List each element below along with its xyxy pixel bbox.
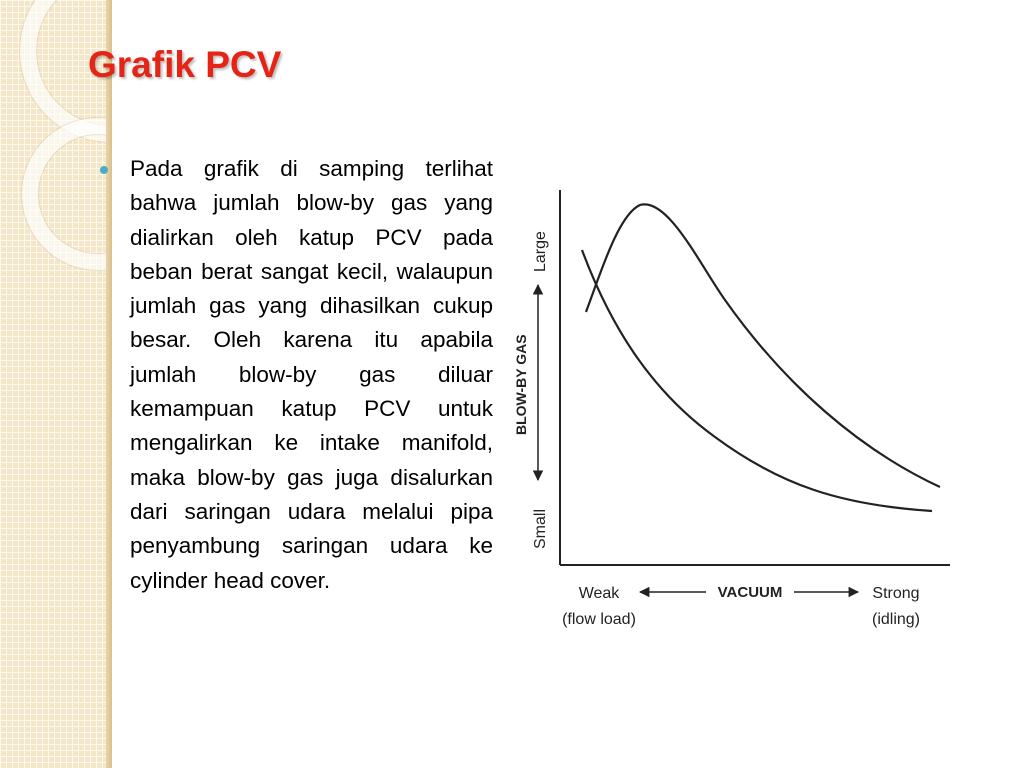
pcv-diagram-svg	[500, 175, 960, 645]
x-left-label: Weak	[578, 585, 620, 602]
x-left-sublabel: (flow load)	[562, 611, 636, 628]
y-bottom-label: Small	[532, 508, 549, 549]
bullet-dot-icon	[100, 166, 108, 174]
bullet-list	[96, 152, 496, 598]
blow-by-gas-produced-curve	[586, 204, 940, 487]
pcv-diagram	[500, 175, 960, 650]
bullet-paragraph: Pada grafik di samping terlihat bahwa jumlah blow-by gas yang dialirkan oleh katup PCV pada beban berat sangat kecil, walaupun jumlah gas yang dihasilkan cukup besar. Oleh karena itu apabila jumlah blow-by gas diluar kemampuan katup PCV untuk mengalirkan ke intake manifold, maka blow-by gas juga disalurkan dari saringan udara melalui pipa penyambung saringan udara ke cylinder head cover.	[130, 156, 493, 593]
slide-title: Grafik PCV	[88, 44, 282, 85]
y-axis-label: BLOW-BY GAS	[513, 334, 529, 435]
x-right-sublabel: (idling)	[871, 611, 921, 628]
x-right-label: Strong	[872, 585, 920, 602]
pcv-flow-curve	[582, 250, 932, 511]
y-top-label: Large	[532, 231, 549, 272]
x-axis-label: VACUUM	[717, 584, 783, 601]
